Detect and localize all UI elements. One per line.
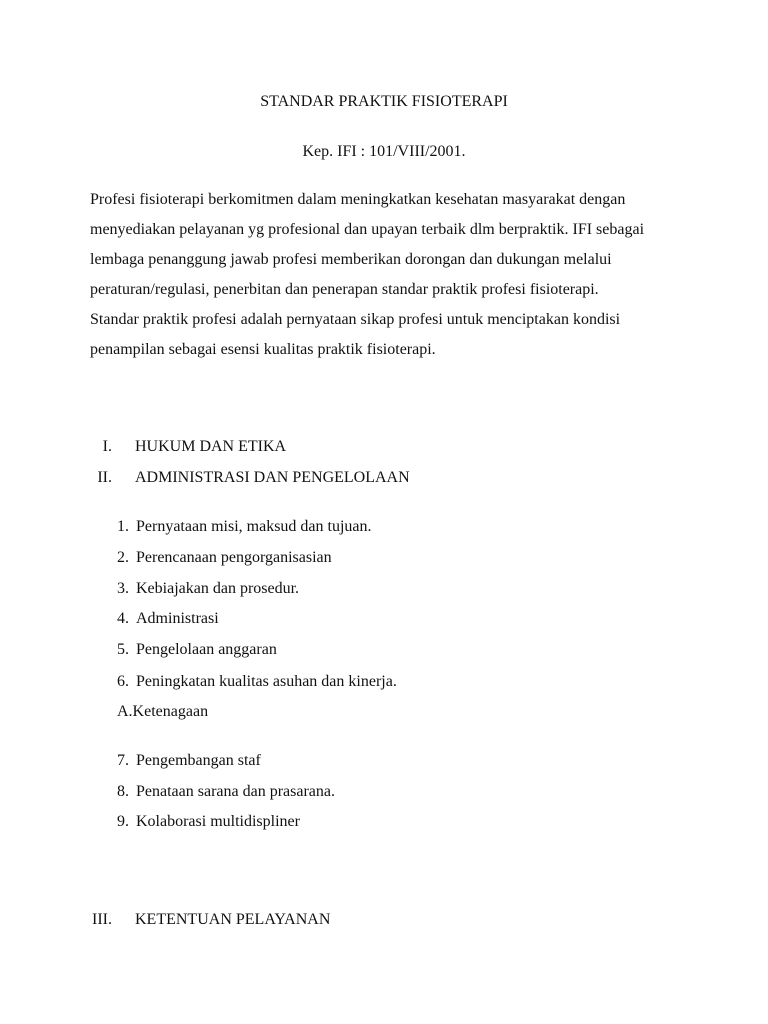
sub-heading: A.Ketenagaan [117, 703, 209, 720]
intro-line: lembaga penanggung jawab profesi memberikan dorongan dan dukungan melalui [90, 251, 612, 268]
intro-line: Standar praktik profesi adalah pernyataan sikap profesi untuk menciptakan kondisi [90, 311, 621, 328]
document-page: STANDAR PRAKTIK FISIOTERAPI Kep. IFI : 101/VIII/2001. Profesi fisioterapi berkomitmen dalam meningkatkan kesehatan masyarakat dengan menyediakan pelayanan yg profesional dan upayan terbaik dlm berpraktik. IFI sebagai lembaga penanggung jawab profesi memberikan dorongan dan dukungan melalui peraturan/regulasi, penerbitan dan penerapan standar praktik profesi fisioterapi. Standar praktik profesi adalah pernyataan sikap profesi untuk menciptakan kondisi penampilan sebagai esensi kualitas praktik fisioterapi. I. HUKUM DAN ETIKA II. ADMINISTRASI DAN PENGELOLAAN 1. Pernyataan misi, maksud dan tujuan. 2. Perencanaan pengorganisasian 3. Kebiajakan dan prosedur. 4. Administrasi 5. Pengelolaan anggaran 6. Peningkatan kualitas asuhan dan kinerja. A.Ketenagaan 7. Pengembangan staf 8. Penataan sarana dan prasarana. 9. Kolaborasi multidispliner III. KETENTUAN PELAYANAN [0, 0, 768, 1024]
section-heading: ADMINISTRASI DAN PENGELOLAAN [135, 469, 410, 486]
document-title: STANDAR PRAKTIK FISIOTERAPI [260, 93, 508, 110]
section-heading: KETENTUAN PELAYANAN [135, 911, 331, 928]
intro-line: peraturan/regulasi, penerbitan dan penerapan standar praktik profesi fisioterapi. [90, 281, 599, 298]
intro-line: menyediakan pelayanan yg profesional dan upayan terbaik dlm berpraktik. IFI sebagai [90, 221, 645, 238]
intro-paragraph [90, 188, 690, 368]
section-heading: HUKUM DAN ETIKA [135, 438, 287, 455]
decree-number: Kep. IFI : 101/VIII/2001. [302, 143, 466, 160]
intro-line: penampilan sebagai esensi kualitas praktik fisioterapi. [90, 341, 436, 358]
intro-line: Profesi fisioterapi berkomitmen dalam meningkatkan kesehatan masyarakat dengan [90, 191, 626, 208]
